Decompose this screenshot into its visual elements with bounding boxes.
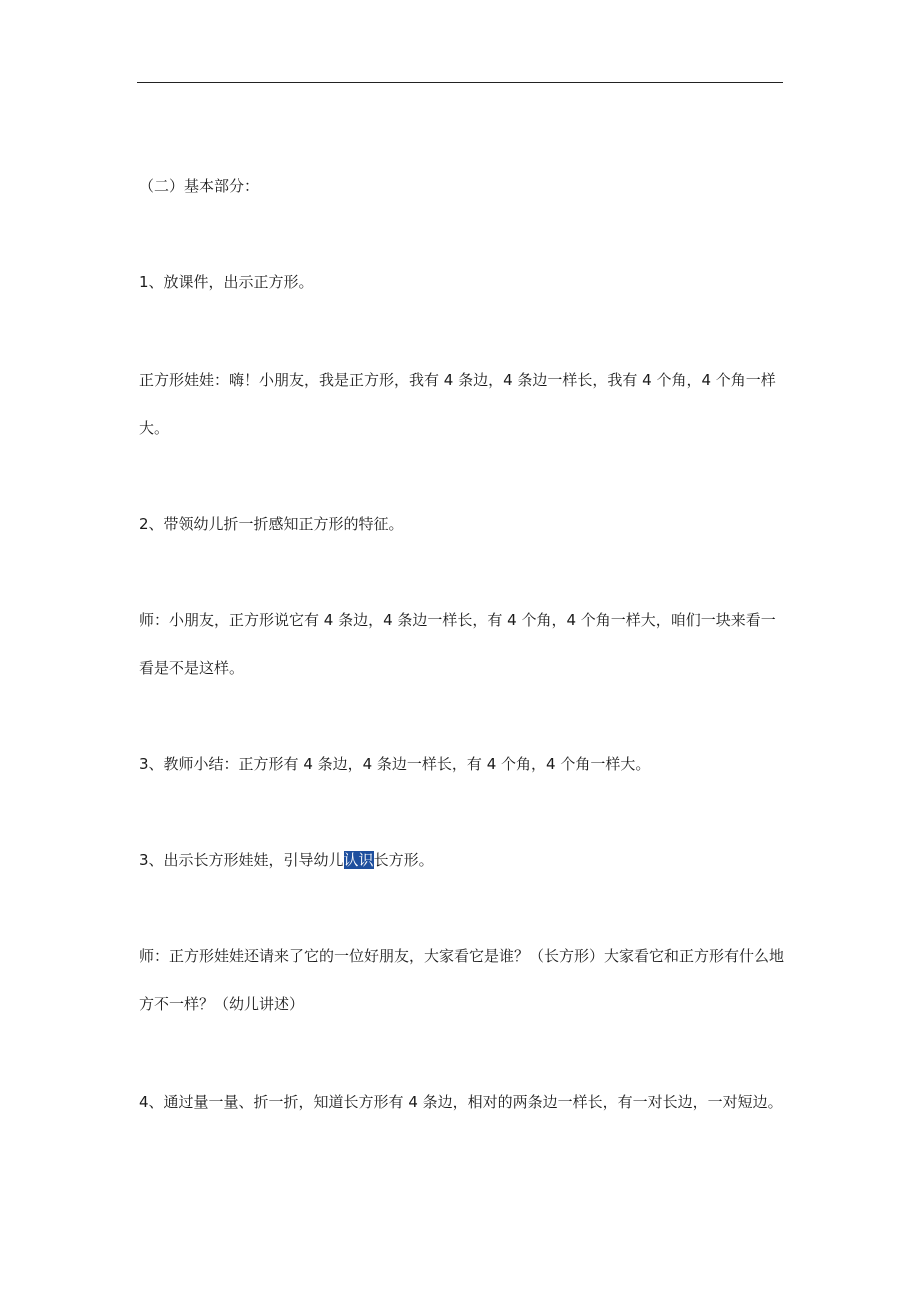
paragraph-step-4: 4、通过量一量、折一折，知道长方形有 4 条边，相对的两条边一样长，有一对长边，一对短边。: [139, 1093, 783, 1111]
paragraph-teacher-1: 师：小朋友，正方形说它有 4 条边，4 条边一样长，有 4 个角，4 个角一样大，咱们一块来看一看是不是这样。: [139, 611, 776, 677]
paragraph-step-3-rectangle: [139, 836, 785, 884]
selected-text-highlight[interactable]: 认识: [343, 851, 374, 869]
paragraph-square-intro: 正方形娃娃：嗨！小朋友，我是正方形，我有 4 条边，4 条边一样长，我有 4 个角，4 个角一样大。: [139, 371, 776, 437]
text-after-highlight: 长方形。: [373, 851, 434, 869]
paragraph-summary: 3、教师小结：正方形有 4 条边，4 条边一样长，有 4 个角，4 个角一样大。: [139, 755, 651, 773]
text-before-highlight: 3、出示长方形娃娃，引导幼儿: [139, 851, 344, 869]
paragraph-step-1: 1、放课件，出示正方形。: [139, 273, 314, 291]
header-rule: [137, 82, 783, 83]
section-heading: （二）基本部分：: [139, 177, 260, 195]
paragraph-teacher-2: 师：正方形娃娃还请来了它的一位好朋友，大家看它是谁？（长方形）大家看它和正方形有什么地方不一样？（幼儿讲述）: [139, 947, 785, 1013]
paragraph-step-2: 2、带领幼儿折一折感知正方形的特征。: [139, 515, 404, 533]
